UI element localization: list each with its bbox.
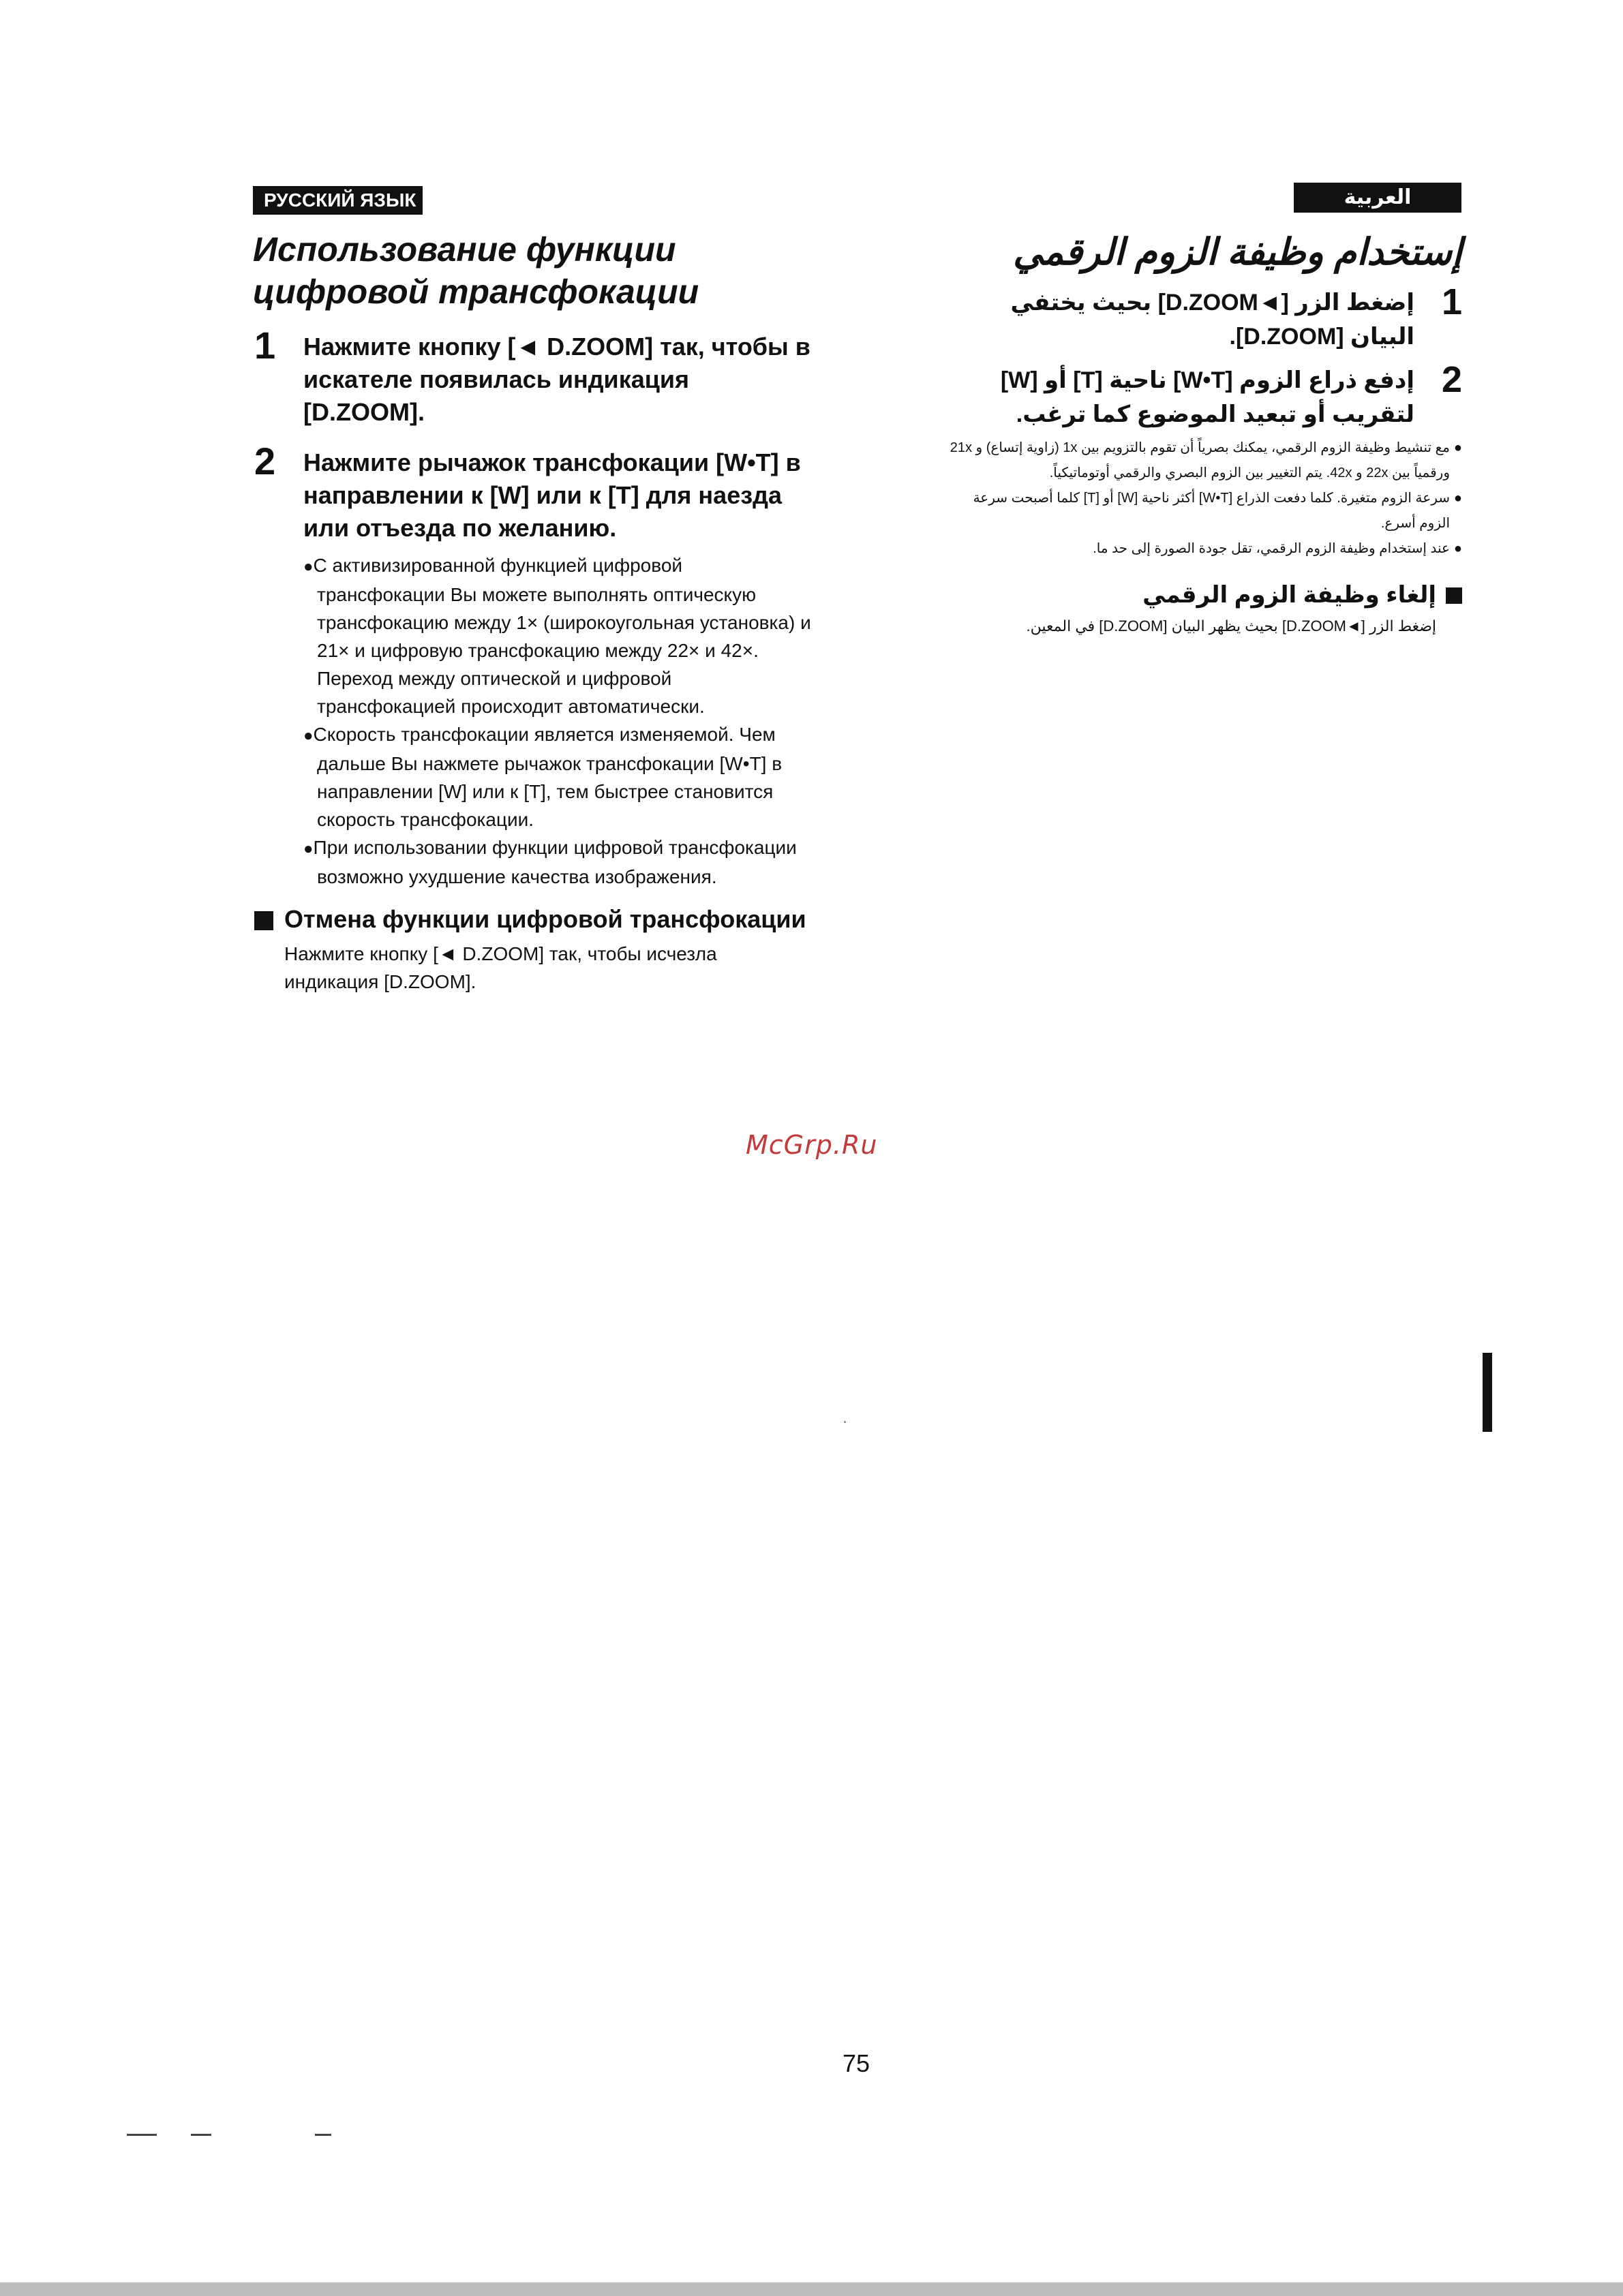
step-1 <box>253 324 812 429</box>
scan-mark <box>191 2134 211 2136</box>
step-number: 2 <box>1441 359 1462 400</box>
list-item <box>941 435 1462 486</box>
note-text: С активизированной функцией цифровой трансфокации Вы можете выполнять оптическую трансфокацию между 1× (широкоугольная установка) и 21× и цифровую трансфокацию между 22× и 42×. Переход между оптической и цифровой трансфокацией происходит автоматически. <box>313 555 811 717</box>
scan-speck <box>844 1421 846 1423</box>
list-item <box>941 486 1462 536</box>
section-heading: Отмена функции цифровой трансфокации <box>284 905 806 933</box>
scan-mark <box>315 2134 331 2136</box>
language-badge-russian: РУССКИЙ ЯЗЫК <box>253 186 423 215</box>
list-item <box>941 536 1462 562</box>
step-number: 1 <box>254 324 276 367</box>
bullet-icon: ● <box>1453 491 1462 506</box>
square-bullet-icon <box>1446 587 1462 604</box>
note-text: مع تنشيط وظيفة الزوم الرقمي، يمكنك بصرياً أن تقوم بالتزويم بين 1x (زاوية إتساع) و 21x ورقمياً بين 22x و 42x. يتم التغيير بين الزوم البصري والرقمي أوتوماتيكياً. <box>950 440 1450 480</box>
step-text: Нажмите рычажок трансфокации [W•T] в направлении к [W] или к [T] для наезда или отъезда по желанию. <box>303 448 801 542</box>
step-1 <box>941 281 1462 354</box>
page-title-arabic: إستخدام وظيفة الزوم الرقمي <box>1013 232 1462 273</box>
step-text: إضغط الزر [◄D.ZOOM] بحيث يختفي البيان [D.ZOOM]. <box>1010 290 1414 350</box>
step-number: 2 <box>254 440 276 483</box>
language-badge-arabic: العربية <box>1294 183 1461 213</box>
step-2 <box>941 359 1462 431</box>
arabic-column <box>941 228 1462 639</box>
russian-column <box>253 228 812 996</box>
step-2 <box>253 440 812 545</box>
bullet-icon: ● <box>1453 440 1462 455</box>
scan-mark <box>127 2134 157 2136</box>
square-bullet-icon <box>254 911 273 930</box>
bullet-icon: ● <box>303 840 314 858</box>
bullet-icon: ● <box>1453 541 1462 556</box>
section-text: إضغط الزر [◄D.ZOOM] بحيث يظهر البيان [D.ZOOM] في المعين. <box>1026 617 1436 634</box>
list-item <box>303 551 812 720</box>
watermark: McGrp.Ru <box>746 1130 878 1160</box>
page-title-russian: Использование функции цифровой трансфокации <box>253 230 699 311</box>
page-number: 75 <box>843 2049 870 2077</box>
edge-index-bar <box>1483 1353 1492 1432</box>
note-text: عند إستخدام وظيفة الزوم الرقمي، تقل جودة الصورة إلى حد ما. <box>1093 541 1450 556</box>
cancel-section <box>253 903 812 996</box>
notes-list <box>253 551 812 891</box>
step-text: إدفع ذراع الزوم [W•T] ناحية [T] أو [W] لتقريب أو تبعيد الموضوع كما ترغب. <box>1000 367 1414 427</box>
section-heading: إلغاء وظيفة الزوم الرقمي <box>1142 582 1436 608</box>
cancel-section <box>941 579 1462 639</box>
scan-bottom-edge <box>0 2282 1623 2296</box>
section-text: Нажмите кнопку [◄ D.ZOOM] так, чтобы исчезла индикация [D.ZOOM]. <box>284 943 717 992</box>
bullet-icon: ● <box>303 726 314 745</box>
step-text: Нажмите кнопку [◄ D.ZOOM] так, чтобы в искателе появилась индикация [D.ZOOM]. <box>303 333 810 426</box>
list-item <box>303 833 812 891</box>
note-text: سرعة الزوم متغيرة. كلما دفعت الذراع [W•T] أكثر ناحية [W] أو [T] كلما أصبحت سرعة الزوم أسرع. <box>973 491 1450 531</box>
notes-list <box>941 435 1462 562</box>
note-text: При использовании функции цифровой трансфокации возможно ухудшение качества изображения. <box>313 837 797 887</box>
list-item <box>303 720 812 833</box>
note-text: Скорость трансфокации является изменяемой. Чем дальше Вы нажмете рычажок трансфокации [W•T] в направлении [W] или к [T], тем быстрее становится скорость трансфокации. <box>313 724 783 830</box>
bullet-icon: ● <box>303 557 314 576</box>
step-number: 1 <box>1441 281 1462 322</box>
